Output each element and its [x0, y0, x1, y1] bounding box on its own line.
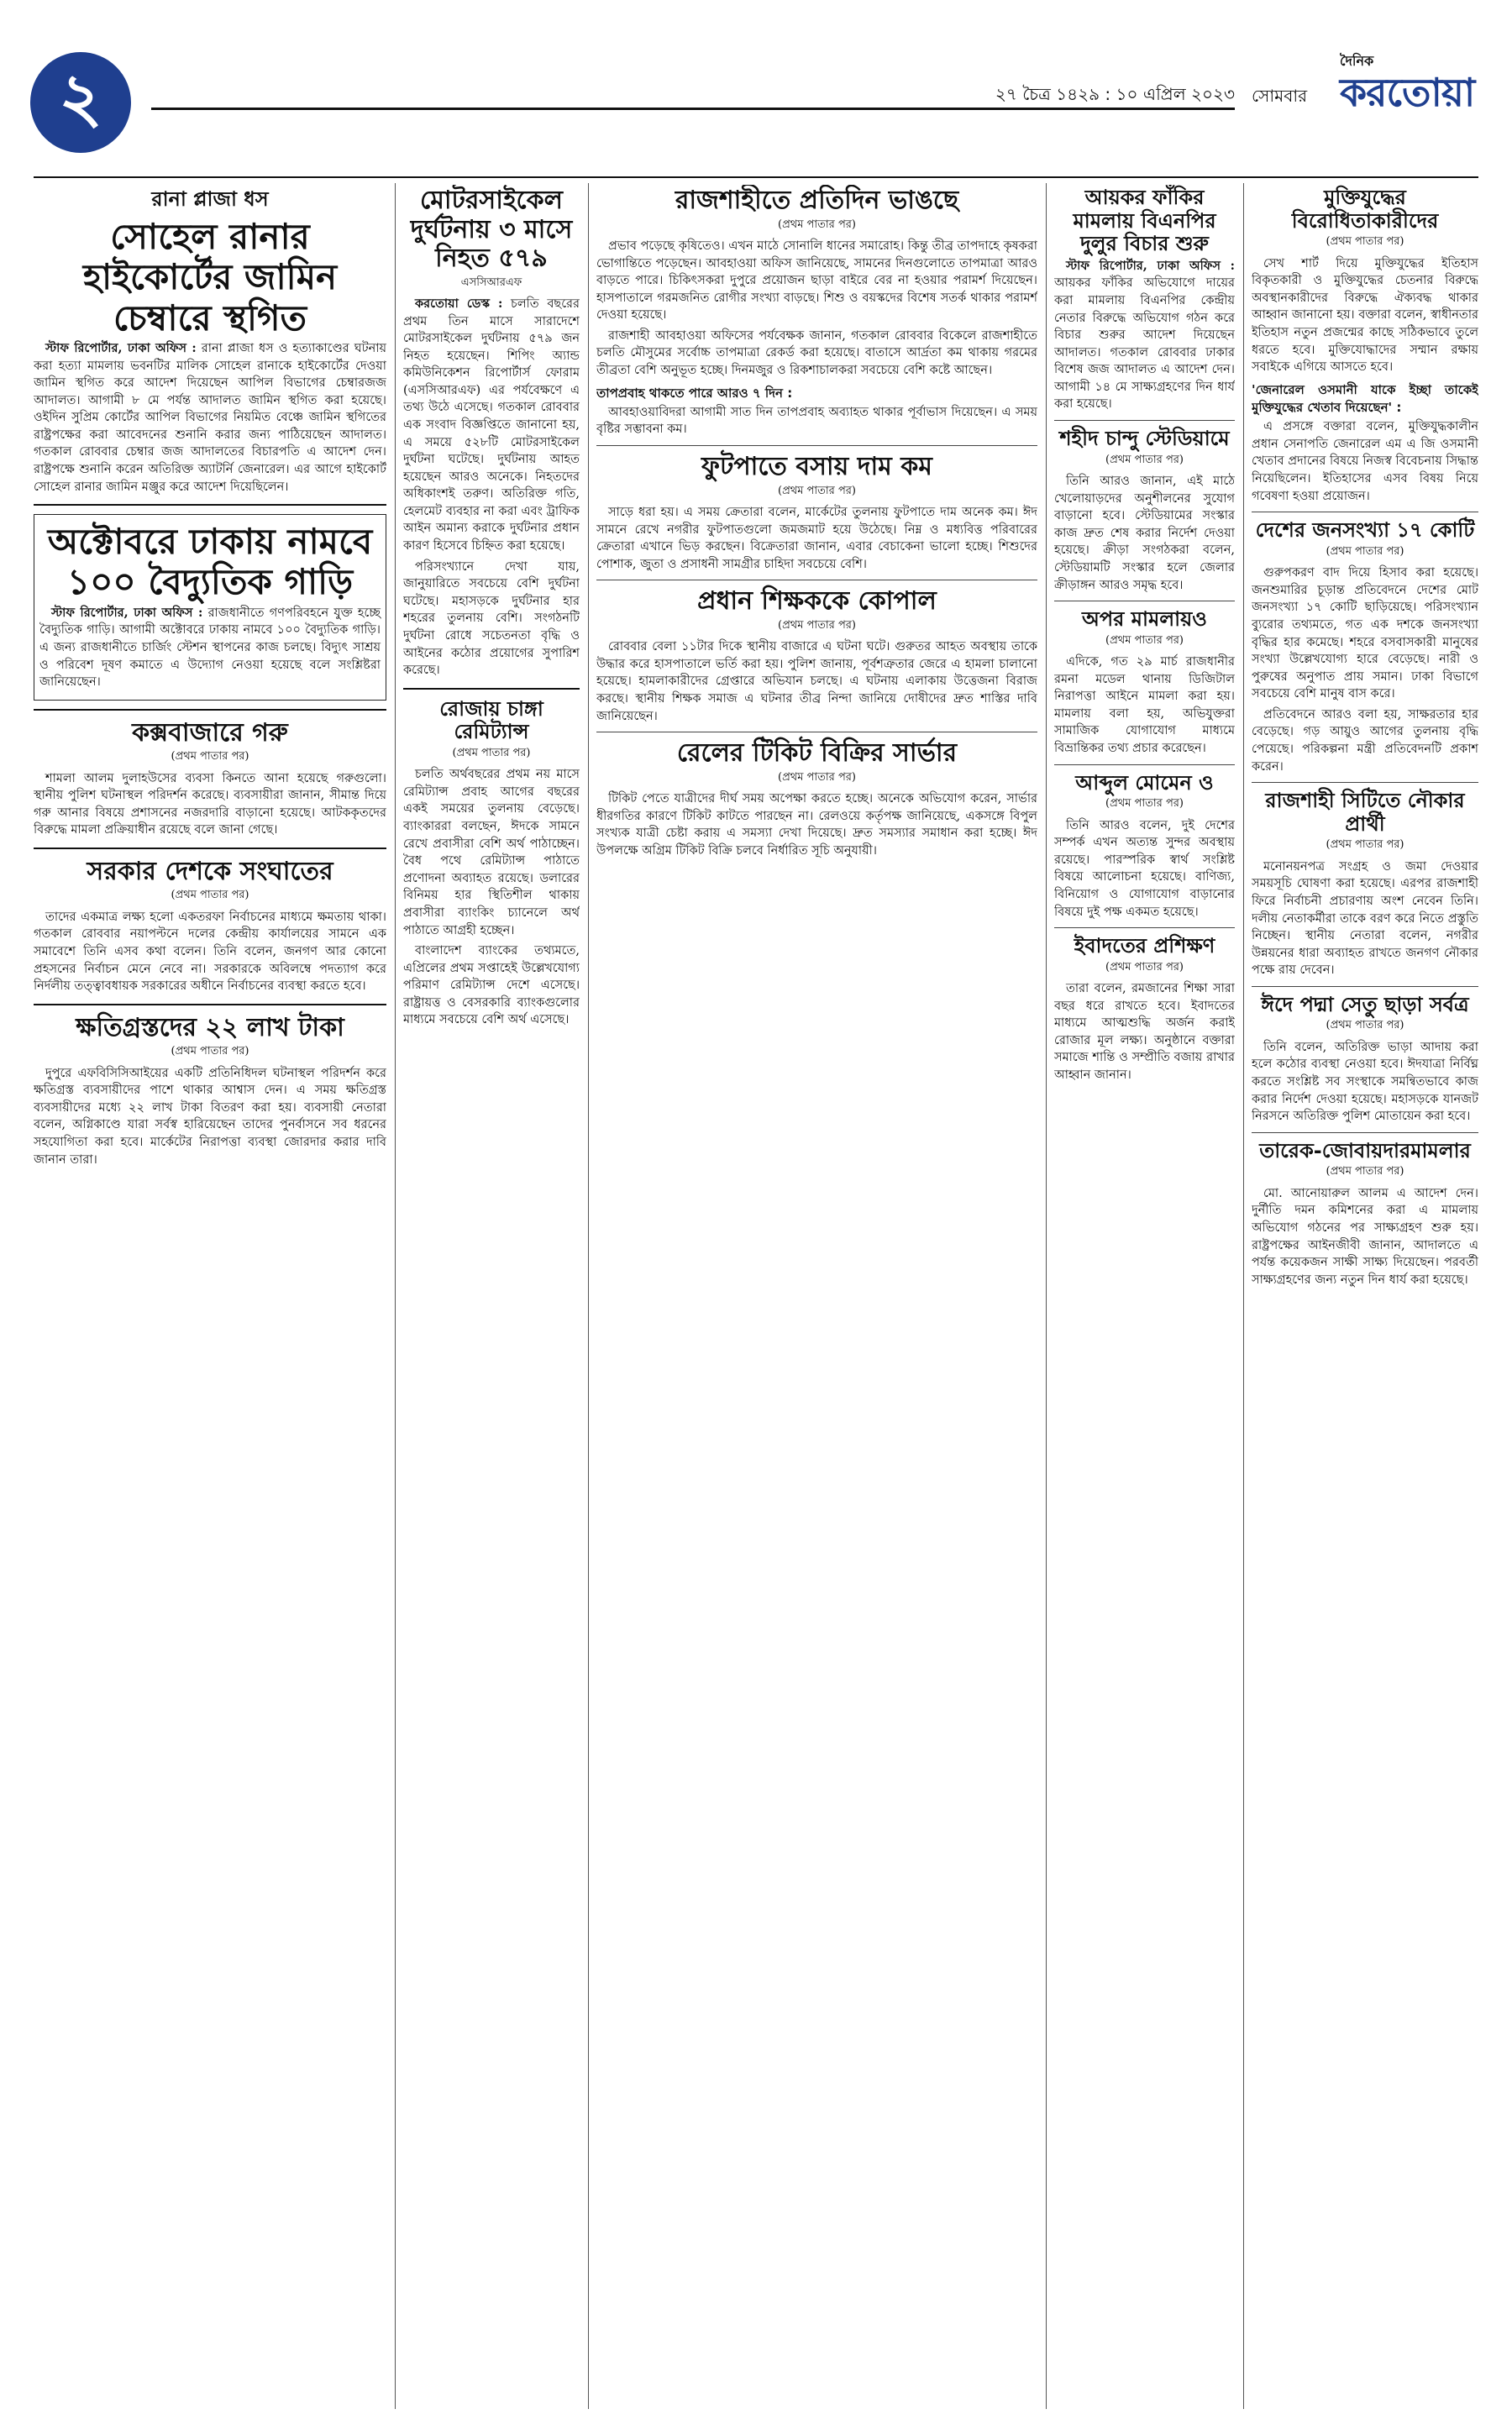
continued-label: (প্রথম পাতার পর) — [171, 889, 249, 902]
article-body: তিনি আরও জানান, এই মাঠে খেলোয়াড়দের অনুশীলনের সুযোগ বাড়ানো হবে। স্টেডিয়ামের সংস্কার কাজ দ্রুত শেষ করার নির্দেশ দেওয়া হয়েছে। ক্রীড়া সংগঠকরা বলেন, স্টেডিয়ামটি সংস্কার হলে জেলার ক্রীড়াঙ্গন আরও সমৃদ্ধ হবে। — [1054, 475, 1235, 592]
article-body: চলতি বছরের প্রথম তিন মাসে সারাদেশে মোটরসাইকেল দুর্ঘটনায় ৫৭৯ জন নিহত হয়েছেন। শিপিং অ্যান্ড কমিউনিকেশন রিপোর্টার্স ফোরাম (এসসিআরএফ) এর পর্যবেক্ষণে এ তথ্য উঠে এসেছে। গতকাল রোববার এক সংবাদ বিজ্ঞপ্তিতে জানানো হয়, এ সময়ে ৫২৮টি মোটরসাইকেল দুর্ঘটনা ঘটেছে। দুর্ঘটনায় আহত হয়েছেন আরও অনেকে। নিহতদের অধিকাংশই তরুণ। অতিরিক্ত গতি, হেলমেট ব্যবহার না করা এবং ট্রাফিক আইন অমান্য করাকে দুর্ঘটনার প্রধান কারণ হিসেবে চিহ্নিত করা হয়েছে। — [403, 297, 580, 554]
article-body: গুরুপকরণ বাদ দিয়ে হিসাব করা হয়েছে। জনশুমারির চূড়ান্ত প্রতিবেদনে দেশের মোট জনসংখ্যা ১৭ কোটি ছাড়িয়েছে। পরিসংখ্যান ব্যুরোর তথ্যমতে, গত এক দশকে জনসংখ্যা বৃদ্ধির হার কমেছে। শহরে বসবাসকারী মানুষের সংখ্যা উল্লেখযোগ্য হারে বেড়েছে। নারী ও পুরুষের অনুপাত প্রায় সমান। ঢাকা বিভাগে সবচেয়ে বেশি মানুষ বাস করে। — [1252, 566, 1478, 701]
column-divider — [588, 183, 589, 2409]
article-body: চলতি অর্থবছরের প্রথম নয় মাসে রেমিট্যান্স প্রবাহ আগের বছরের একই সময়ের তুলনায় বেড়েছে। ব্যাংকাররা বলছেন, ঈদকে সামনে রেখে প্রবাসীরা বেশি অর্থ পাঠাচ্ছেন। বৈধ পথে রেমিট্যান্স পাঠাতে প্রণোদনা অব্যাহত রয়েছে। ডলারের বিনিময় হার স্থিতিশীল থাকায় প্রবাসীরা ব্যাংকিং চ্যানেলে অর্থ পাঠাতে আগ্রহী হচ্ছেন। — [403, 768, 580, 937]
dateline: করতোয়া ডেস্ক : — [415, 296, 503, 311]
article-body: রাজধানীতে গণপরিবহনে যুক্ত হচ্ছে বৈদ্যুতিক গাড়ি। আগামী অক্টোবরে ঢাকায় নামবে ১০০ বৈদ্যুতিক গাড়ি। এ জন্য রাজধানীতে চার্জিং স্টেশন স্থাপনের কাজ চলছে। বিদ্যুৎ সাশ্রয় ও পরিবেশ দূষণ কমাতে এ উদ্যোগ নেওয়া হয়েছে বলে সংশ্লিষ্টরা জানিয়েছেন। — [39, 606, 381, 690]
article-headline[interactable]: ক্ষতিগ্রস্তদের ২২ লাখ টাকা — [76, 1012, 344, 1042]
continued-label: (প্রথম পাতার পর) — [1326, 235, 1404, 249]
article-headline[interactable]: রাজশাহী সিটিতে নৌকার প্রার্থী — [1265, 789, 1465, 836]
continued-label: (প্রথম পাতার পর) — [1326, 838, 1404, 852]
continued-label: (প্রথম পাতার পর) — [452, 746, 531, 759]
byline: এসসিআরএফ — [460, 276, 522, 289]
page-number-badge: ২ — [30, 52, 131, 153]
article-body: তারা বলেন, রমজানের শিক্ষা সারা বছর ধরে রাখতে হবে। ইবাদতের মাধ্যমে আত্মশুদ্ধি অর্জন করাই রোজার মূল লক্ষ্য। অনুষ্ঠানে বক্তারা সমাজে শান্তি ও সম্প্রীতি বজায় রাখার আহ্বান জানান। — [1054, 982, 1235, 1083]
article-body: পরিসংখ্যানে দেখা যায়, জানুয়ারিতে সবচেয়ে বেশি দুর্ঘটনা ঘটেছে। মহাসড়কে দুর্ঘটনার হার শহরের তুলনায় বেশি। সংগঠনটি দুর্ঘটনা রোধে সচেতনতা বৃদ্ধি ও আইনের কঠোর প্রয়োগের সুপারিশ করেছে। — [403, 559, 580, 678]
continued-label: (প্রথম পাতার পর) — [171, 1045, 249, 1058]
column-divider — [1243, 183, 1244, 2409]
weekday: সোমবার — [1252, 86, 1308, 106]
divider — [1252, 986, 1478, 987]
continued-label: (প্রথম পাতার পর) — [1105, 960, 1184, 974]
divider — [596, 445, 1037, 446]
article-kicker: রানা প্লাজা ধস — [151, 187, 269, 211]
divider — [34, 504, 386, 506]
subheading: তাপপ্রবাহ থাকতে পারে আরও ৭ দিন : — [596, 385, 793, 401]
continued-label: (প্রথম পাতার পর) — [171, 750, 249, 764]
divider — [34, 848, 386, 849]
article-headline[interactable]: প্রধান শিক্ষককে কোপাল — [697, 586, 937, 617]
article-headline[interactable]: ফুটপাতে বসায় দাম কম — [701, 452, 932, 482]
column-divider — [1046, 183, 1047, 2409]
article-body: প্রভাব পড়েছে কৃষিতেও। এখন মাঠে সোনালি ধানের সমারোহ। কিন্তু তীব্র তাপদাহে কৃষকরা ভোগান্তিতে পড়েছেন। আবহাওয়া অফিস জানিয়েছে, সামনের দিনগুলোতে তাপমাত্রা আরও বাড়তে পারে। চিকিৎসকরা দুপুরে প্রয়োজন ছাড়া বাইরে বের না হওয়ার পরামর্শ দিয়েছেন। হাসপাতালে গরমজনিত রোগীর সংখ্যা বাড়ছে। শিশু ও বয়স্কদের বিশেষ সতর্ক থাকার পরামর্শ দেওয়া হয়েছে। — [596, 239, 1037, 323]
column-3 — [596, 185, 1037, 2402]
article-headline[interactable]: ইবাদতের প্রশিক্ষণ — [1074, 934, 1215, 958]
column-1 — [34, 185, 386, 2402]
subheading: 'জেনারেল ওসমানী যাকে ইচ্ছা তাকেই মুক্তিযুদ্ধের খেতাব দিয়েছেন' : — [1252, 381, 1478, 415]
continued-label: (প্রথম পাতার পর) — [1326, 544, 1404, 558]
article-body: এ প্রসঙ্গে বক্তারা বলেন, মুক্তিযুদ্ধকালীন প্রধান সেনাপতি জেনারেল এম এ জি ওসমানী খেতাব প্রদানের বিষয়ে নিজস্ব বিবেচনায় সিদ্ধান্ত নিয়েছিলেন। ইতিহাসের এসব বিষয় নিয়ে গবেষণা হওয়া প্রয়োজন। — [1252, 420, 1478, 503]
article-body: মো. আনোয়ারুল আলম এ আদেশ দেন। দুর্নীতি দমন কমিশনের করা এ মামলায় অভিযোগ গঠনের পর সাক্ষ্যগ্রহণ শুরু হয়। রাষ্ট্রপক্ষের আইনজীবী জানান, আদালতে এ পর্যন্ত কয়েকজন সাক্ষী সাক্ষ্য দিয়েছেন। পরবর্তী সাক্ষ্যগ্রহণের জন্য নতুন দিন ধার্য করা হয়েছে। — [1252, 1186, 1478, 1287]
divider — [403, 688, 580, 690]
article-headline[interactable]: শহীদ চান্দু স্টেডিয়ামে — [1059, 426, 1230, 450]
article-headline[interactable]: তারেক-জোবায়দারমামলার — [1259, 1138, 1471, 1163]
continued-label: (প্রথম পাতার পর) — [1105, 797, 1184, 811]
divider — [1252, 1132, 1478, 1133]
article-body: প্রতিবেদনে আরও বলা হয়, সাক্ষরতার হার বেড়েছে। গড় আয়ুও আগের তুলনায় বৃদ্ধি পেয়েছে। পরিকল্পনা মন্ত্রী প্রতিবেদনটি প্রকাশ করেন। — [1252, 707, 1478, 774]
article-body: তিনি আরও বলেন, দুই দেশের সম্পর্ক এখন অত্যন্ত সুন্দর অবস্থায় রয়েছে। পারস্পরিক স্বার্থ সংশ্লিষ্ট বিষয়ে আলোচনা হয়েছে। বাণিজ্য, বিনিয়োগ ও যোগাযোগ বাড়ানোর বিষয়ে দুই পক্ষ একমত হয়েছে। — [1054, 818, 1235, 919]
page-frame-rule — [34, 176, 1478, 178]
continued-label: (প্রথম পাতার পর) — [1326, 1165, 1404, 1178]
article-headline[interactable]: সোহেল রানার হাইকোর্টের জামিন চেম্বারে স্থগিত — [82, 216, 338, 339]
article-body: তাদের একমাত্র লক্ষ্য হলো একতরফা নির্বাচনের মাধ্যমে ক্ষমতায় থাকা। গতকাল রোববার নয়াপল্টনে দলের কেন্দ্রীয় কার্যালয়ের সামনে এক সমাবেশে তিনি এসব কথা বলেন। তিনি বলেন, জনগণ আর কোনো প্রহসনের নির্বাচন মেনে নেবে না। সরকারকে অবিলম্বে পদত্যাগ করে নির্দলীয় তত্ত্বাবধায়ক সরকারের অধীনে নির্বাচনের ব্যবস্থা করতে হবে। — [34, 910, 386, 994]
article-headline[interactable]: রাজশাহীতে প্রতিদিন ভাঙছে — [675, 186, 959, 215]
article-headline[interactable]: অপর মামলায়ও — [1082, 607, 1207, 632]
continued-label: (প্রথম পাতার পর) — [778, 218, 856, 231]
brand-name: করতোয়া — [1340, 70, 1475, 115]
divider — [1054, 927, 1235, 928]
article-body: রানা প্লাজা ধস ও হত্যাকাণ্ডের ঘটনায় করা হত্যা মামলায় ভবনটির মালিক সোহেল রানাকে হাইকোর্টের দেওয়া জামিন স্থগিত করে আদেশ দিয়েছেন আপিল বিভাগের চেম্বারজজ আদালত। আগামী ৮ মে পর্যন্ত আদালত জামিন স্থগিত করা হয়েছে। ওইদিন সুপ্রিম কোর্টের আপিল বিভাগের নিয়মিত বেঞ্চে জামিন স্থগিতের রাষ্ট্রপক্ষের করা আবেদনের শুনানি করার জন্য পাঠিয়েছেন আদালত। গতকাল রোববার চেম্বার জজ আদালতের বিচারপতি এ আদেশ দেন। রাষ্ট্রপক্ষে শুনানি করেন অতিরিক্ত অ্যাটর্নি জেনারেল। এর আগে হাইকোর্ট সোহেল রানার জামিন মঞ্জুর করে আদেশ দিয়েছিলেন। — [34, 341, 386, 494]
article-headline[interactable]: কক্সবাজারে গরু — [132, 717, 288, 748]
article-body: সেখ শার্ট দিয়ে মুক্তিযুদ্ধের ইতিহাস বিকৃতকারী ও মুক্তিযুদ্ধের চেতনার বিরুদ্ধে অবস্থানকারীদের বিরুদ্ধে ঐক্যবদ্ধ থাকার আহ্বান জানানো হয়। বক্তারা বলেন, স্বাধীনতার ইতিহাস নতুন প্রজন্মের কাছে সঠিকভাবে তুলে ধরতে হবে। মুক্তিযোদ্ধাদের সম্মান রক্ষায় সবাইকে এগিয়ে আসতে হবে। — [1252, 256, 1478, 375]
article-headline[interactable]: অক্টোবরে ঢাকায় নামবে ১০০ বৈদ্যুতিক গাড়ি — [47, 521, 373, 603]
article-headline[interactable]: রেলের টিকিট বিক্রির সার্ভার — [676, 738, 958, 769]
dateline: স্টাফ রিপোর্টার, ঢাকা অফিস : — [51, 605, 203, 620]
article-headline[interactable]: দেশের জনসংখ্যা ১৭ কোটি — [1255, 518, 1475, 543]
dateline: স্টাফ রিপোর্টার, ঢাকা অফিস : — [45, 340, 197, 355]
article-body: এদিকে, গত ২৯ মার্চ রাজধানীর রমনা মডেল থানায় ডিজিটাল নিরাপত্তা আইনে মামলা করা হয়। মামলায় বলা হয়, অভিযুক্তরা সামাজিক যোগাযোগ মাধ্যমে বিভ্রান্তিকর তথ্য প্রচার করেছেন। — [1054, 655, 1235, 756]
article-body: মনোনয়নপত্র সংগ্রহ ও জমা দেওয়ার সময়সূচি ঘোষণা করা হয়েছে। এরপর রাজশাহী ফিরে নির্বাচনী প্রচারণায় অংশ নেবেন তিনি। দলীয় নেতাকর্মীরা তাকে বরণ করে নিতে প্রস্তুতি নিচ্ছেন। স্থানীয় নেতারা বলেন, নগরীর উন্নয়নের ধারা অব্যাহত রাখতে জনগণ নৌকার পক্ষে রায় দেবেন। — [1252, 859, 1478, 978]
divider — [1252, 782, 1478, 783]
continued-label: (প্রথম পাতার পর) — [1105, 453, 1184, 466]
masthead — [0, 0, 1512, 176]
article-body: দুপুরে এফবিসিসিআইয়ের একটি প্রতিনিধিদল ঘটনাস্থল পরিদর্শন করে ক্ষতিগ্রস্ত ব্যবসায়ীদের পাশে থাকার আশ্বাস দেন। এ সময় ক্ষতিগ্রস্ত ব্যবসায়ীদের মধ্যে ২২ লাখ টাকা বিতরণ করা হয়। ব্যবসায়ী নেতারা বলেন, অগ্নিকাণ্ডে যারা সর্বস্ব হারিয়েছেন তাদের পুনর্বাসনে সব ধরনের সহযোগিতা করা হবে। মার্কেটের নিরাপত্তা ব্যবস্থা জোরদার করার দাবি জানান তারা। — [34, 1066, 386, 1167]
continued-label: (প্রথম পাতার পর) — [1105, 633, 1184, 647]
dateline: স্টাফ রিপোর্টার, ঢাকা অফিস : — [1066, 258, 1235, 273]
article-body: আবহাওয়াবিদরা আগামী সাত দিন তাপপ্রবাহ অব্যাহত থাকার পূর্বাভাস দিয়েছেন। এ সময় বৃষ্টির সম্ভাবনা কম। — [596, 405, 1037, 437]
article-body: রাজশাহী আবহাওয়া অফিসের পর্যবেক্ষক জানান, গতকাল রোববার বিকেলে রাজশাহীতে চলতি মৌসুমের সর্বোচ্চ তাপমাত্রা রেকর্ড করা হয়েছে। বাতাসে আর্দ্রতা কম থাকায় গরমের তীব্রতা বেশি অনুভূত হচ্ছে। দিনমজুর ও রিকশাচালকরা সবচেয়ে বেশি কষ্টে আছেন। — [596, 328, 1037, 377]
article-headline[interactable]: মোটরসাইকেল দুর্ঘটনায় ৩ মাসে নিহত ৫৭৯ — [410, 186, 573, 273]
masthead-rule — [151, 108, 1235, 110]
article-body: রোববার বেলা ১১টার দিকে স্থানীয় বাজারে এ ঘটনা ঘটে। গুরুতর আহত অবস্থায় তাকে উদ্ধার করে হাসপাতালে ভর্তি করা হয়। পুলিশ জানায়, পূর্বশত্রুতার জেরে এ হামলা চালানো হয়েছে। হামলাকারীদের গ্রেপ্তারে অভিযান চলছে। এ ঘটনায় এলাকায় উত্তেজনা বিরাজ করছে। স্থানীয় শিক্ষক সমাজ এ ঘটনার তীব্র নিন্দা জানিয়ে দোষীদের দ্রুত শাস্তির দাবি জানিয়েছেন। — [596, 640, 1037, 723]
column-divider — [395, 183, 396, 2409]
continued-label: (প্রথম পাতার পর) — [778, 618, 856, 632]
continued-label: (প্রথম পাতার পর) — [1326, 1019, 1404, 1032]
article-body: বাংলাদেশ ব্যাংকের তথ্যমতে, এপ্রিলের প্রথম সপ্তাহেই উল্লেখযোগ্য পরিমাণ রেমিট্যান্স দেশে এসেছে। রাষ্ট্রায়ত্ত ও বেসরকারি ব্যাংকগুলোর মাধ্যমে সবচেয়ে বেশি অর্থ এসেছে। — [403, 944, 580, 1027]
continued-label: (প্রথম পাতার পর) — [778, 770, 856, 784]
divider — [1054, 764, 1235, 765]
article-body: শামলা আলম দুলাহউসের ব্যবসা কিনতে আনা হয়েছে গরুগুলো। স্থানীয় পুলিশ ঘটনাস্থল পরিদর্শন করেছে। ব্যবসায়ীরা জানান, সীমান্ত দিয়ে গরু আনার বিষয়ে প্রশাসনের নজরদারি বাড়ানো হয়েছে। আটককৃতদের বিরুদ্ধে মামলা প্রক্রিয়াধীন রয়েছে বলে জানা গেছে। — [34, 771, 386, 837]
column-2 — [403, 185, 580, 2402]
continued-label: (প্রথম পাতার পর) — [778, 484, 856, 497]
article-body: তিনি বলেন, অতিরিক্ত ভাড়া আদায় করা হলে কঠোর ব্যবস্থা নেওয়া হবে। ঈদযাত্রা নির্বিঘ্ন করতে সংশ্লিষ্ট সব সংস্থাকে সমন্বিতভাবে কাজ করার নির্দেশ দেওয়া হয়েছে। মহাসড়কে যানজট নিরসনে অতিরিক্ত পুলিশ মোতায়েন করা হবে। — [1252, 1040, 1478, 1124]
issue-date: ২৭ চৈত্র ১৪২৯ : ১০ এপ্রিল ২০২৩ — [995, 84, 1235, 104]
divider — [34, 1004, 386, 1005]
article-headline[interactable]: ঈদে পদ্মা সেতু ছাড়া সর্বত্র — [1261, 992, 1469, 1016]
article-headline[interactable]: রোজায় চাঙ্গা রেমিট্যান্স — [439, 696, 543, 744]
brand-small: দৈনিক — [1340, 53, 1374, 69]
column-4 — [1054, 185, 1235, 2402]
divider — [34, 709, 386, 711]
divider — [1054, 420, 1235, 421]
column-5 — [1252, 185, 1478, 2402]
article-headline[interactable]: মুক্তিযুদ্ধের বিরোধিতাকারীদের — [1291, 186, 1439, 233]
boxed-article — [34, 514, 386, 700]
article-body: সাড়ে ধরা হয়। এ সময় ক্রেতারা বলেন, মার্কেটের তুলনায় ফুটপাতে দাম অনেক কম। ঈদ সামনে রেখে নগরীর ফুটপাতগুলো জমজমাট হয়ে উঠেছে। নিম্ন ও মধ্যবিত্ত পরিবারের ক্রেতারা এখানে ভিড় করছেন। বিক্রেতারা জানান, এবার বেচাকেনা ভালো হচ্ছে। শিশুদের পোশাক, জুতা ও প্রসাধনী সামগ্রীর চাহিদা সবচেয়ে বেশি। — [596, 505, 1037, 571]
article-headline[interactable]: সরকার দেশকে সংঘাতের — [87, 856, 333, 886]
newspaper-logo — [1340, 50, 1491, 118]
article-headline[interactable]: আব্দুল মোমেন ও — [1075, 770, 1214, 795]
article-body: টিকিট পেতে যাত্রীদের দীর্ঘ সময় অপেক্ষা করতে হচ্ছে। অনেকে অভিযোগ করেন, সার্ভার ধীরগতির কারণে টিকিট কাটতে পারছেন না। রেলওয়ে কর্তৃপক্ষ জানিয়েছে, একসঙ্গে বিপুল সংখ্যক যাত্রী চেষ্টা করায় এ সমস্যা দেখা দিয়েছে। দ্রুত সমস্যার সমাধান করা হচ্ছে। ঈদ উপলক্ষে অগ্রিম টিকিট বিক্রি চলবে নির্ধারিত সূচি অনুযায়ী। — [596, 792, 1037, 858]
article-body: আয়কর ফাঁকির অভিযোগে দায়ের করা মামলায় বিএনপির কেন্দ্রীয় নেতার বিরুদ্ধে অভিযোগ গঠন করে বিচার শুরুর আদেশ দিয়েছেন আদালত। গতকাল রোববার ঢাকার বিশেষ জজ আদালত এ আদেশ দেন। আগামী ১৪ মে সাক্ষ্যগ্রহণের দিন ধার্য করা হয়েছে। — [1054, 276, 1235, 412]
article-headline[interactable]: আয়কর ফাঁকির মামলায় বিএনপির দুলুর বিচার শুরু — [1073, 186, 1216, 256]
